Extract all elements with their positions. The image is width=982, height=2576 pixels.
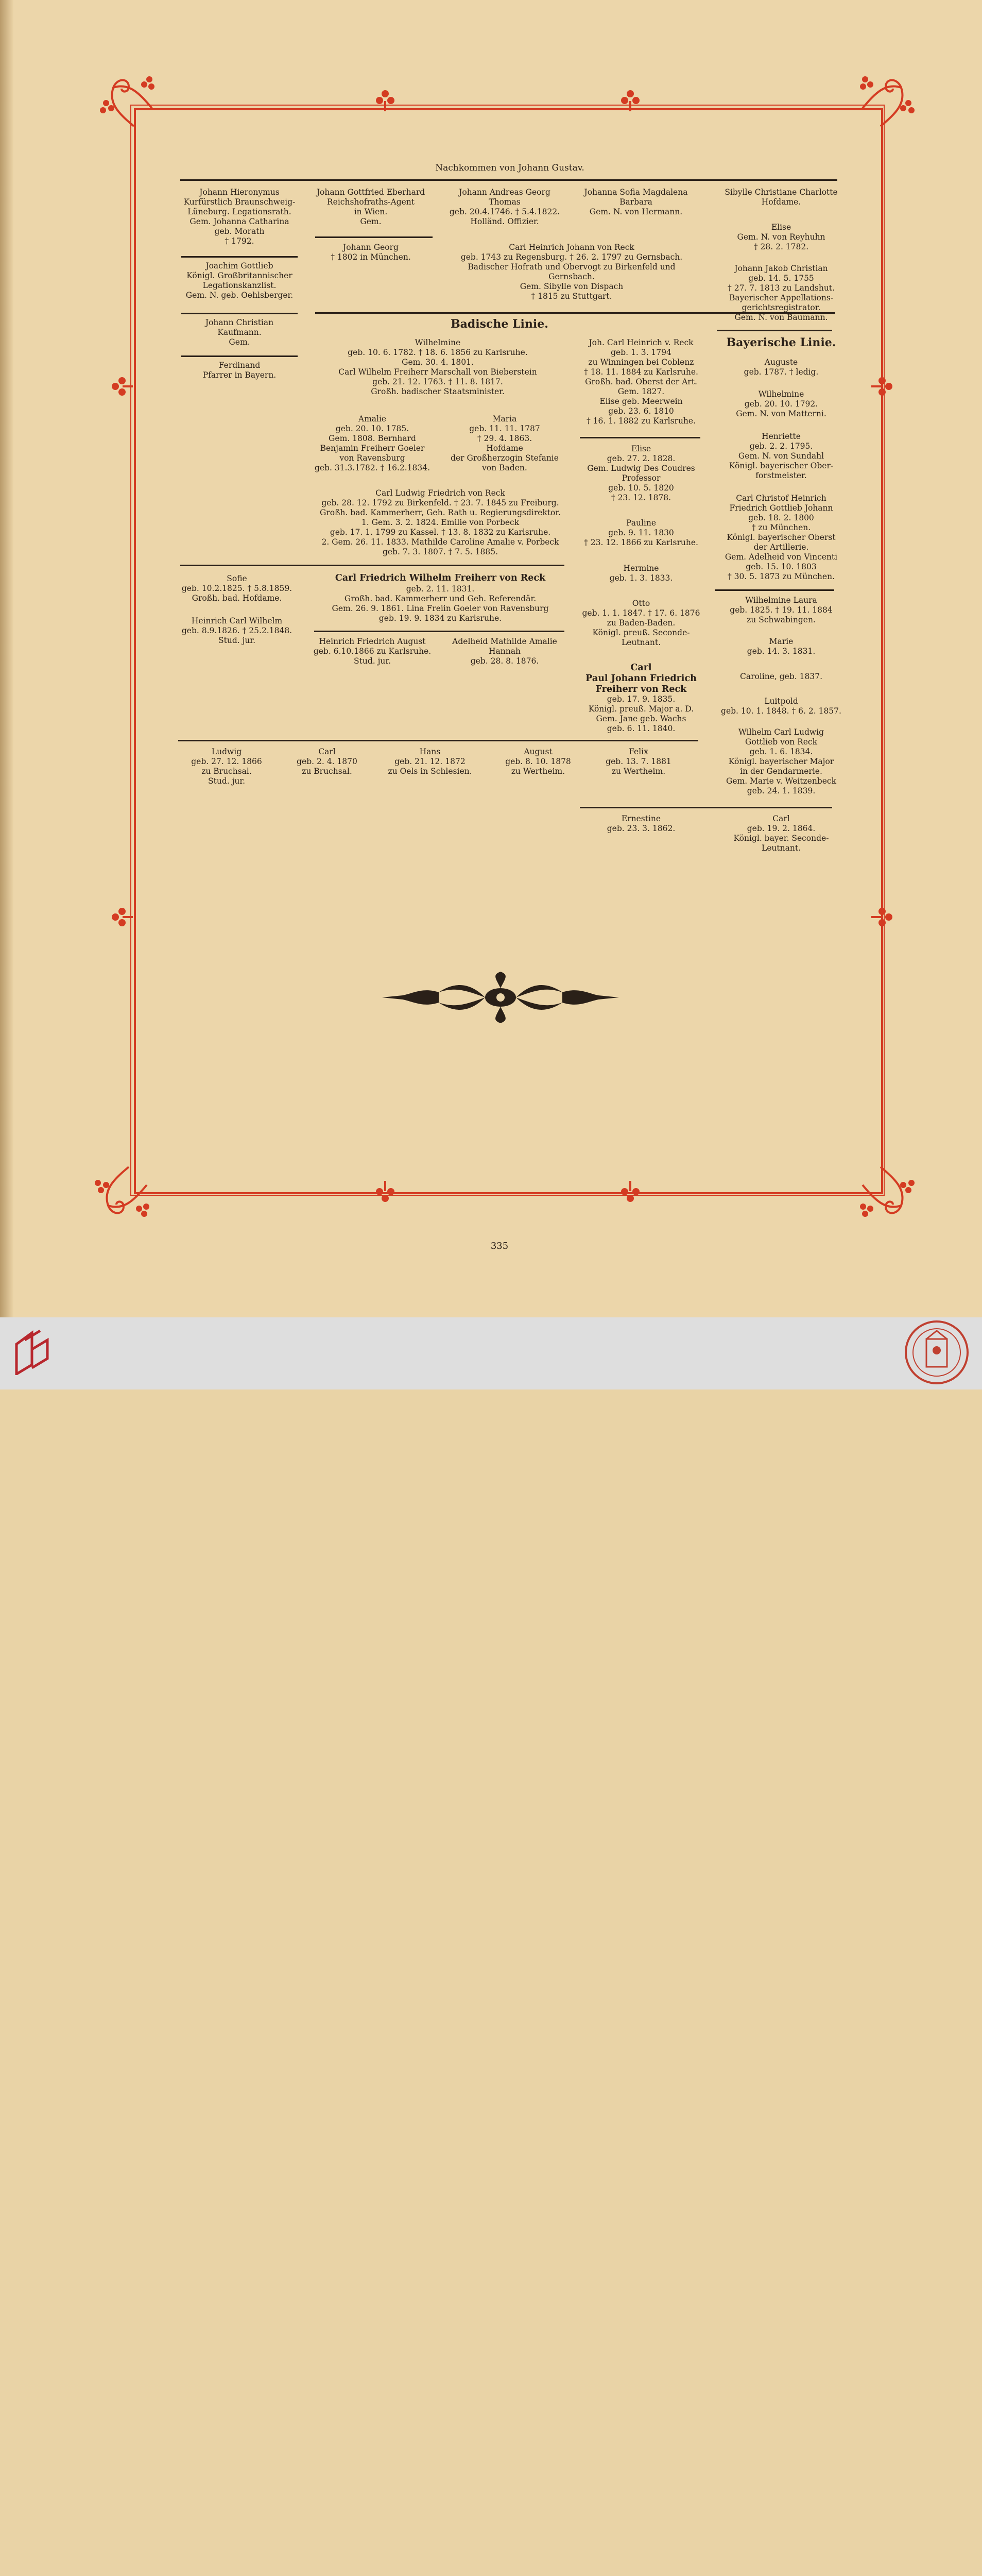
entry-wilhelm-carl-ludwig: Wilhelm Carl Ludwig Gottlieb von Reck geb. 1. 6. 1834. Königl. bayerischer Major in der Gendarmerie. Gem. Marie v. Weitzenbeck geb. 24. 1. 1839. [726,727,836,795]
entry-sofie: Sofie geb. 10.2.1825. † 5.8.1859. Großh. bad. Hofdame. [181,574,292,603]
entry-paul: geb. 17. 9. 1835. Königl. preuß. Major a. D. Gem. Jane geb. Wachs geb. 6. 11. 1840. [588,694,694,733]
badische-linie-title: Badische Linie. [451,317,548,331]
footer-bar [0,1317,982,1389]
corner-ornament-bottom-right [855,1164,917,1221]
corner-ornament-bottom-left [93,1164,154,1221]
rule [181,256,298,258]
entry-carl-friedrich-wilhelm: geb. 2. 11. 1831. Großh. bad. Kammerherr und Geh. Referendär. Gem. 26. 9. 1861. Lina Freiin Goeler von Ravensburg geb. 19. 9. 1834 zu Karlsruhe. [332,584,549,623]
entry-elise-reyhuhn: Elise Gem. N. von Reyhuhn † 28. 2. 1782. [737,223,825,251]
bayerische-linie-title: Bayerische Linie. [726,336,836,349]
entry-carl-ludwig: Carl Ludwig Friedrich von Reck geb. 28. 12. 1792 zu Birkenfeld. † 23. 7. 1845 zu Freiburg. Großh. bad. Kammerherr, Geh. Rath u. Regierungsdirektor. 1. Gem. 3. 2. 1824. Emilie von Porbeck geb. 17. 1. 1799 zu Kassel. † 13. 8. 1832 zu Karlsruhe. 2. Gem. 26. 11. 1833. Mathilde Caroline Amalie v. Porbeck geb. 7. 3. 1807. † 7. 5. 1885. [319,488,561,556]
entry-wilhelmine-marschall: Wilhelmine geb. 10. 6. 1782. † 18. 6. 1856 zu Karlsruhe. Gem. 30. 4. 1801. Carl Wilhelm Freiherr Marschall von Bieberstein geb. 21. 12. 1763. † 11. 8. 1817. Großh. badischer Staatsminister. [338,338,537,396]
rule [580,437,700,438]
entry-carl-seconde: Carl geb. 19. 2. 1864. Königl. bayer. Seconde- Leutnant. [733,814,829,853]
entry-marie: Marie geb. 14. 3. 1831. [747,637,816,656]
entry-johann-georg: Johann Georg † 1802 in München. [331,243,411,262]
entry-amalie: Amalie geb. 20. 10. 1785. Gem. 1808. Bernhard Benjamin Freiherr Goeler von Ravensburg geb. 31.3.1782. † 16.2.1834. [314,414,430,472]
entry-heinrich-carl-wilhelm: Heinrich Carl Wilhelm geb. 8.9.1826. † 25.2.1848. Stud. jur. [181,616,292,645]
entry-felix: Felix geb. 13. 7. 1881 zu Wertheim. [606,747,671,776]
entry-wilhelmine-matterni: Wilhelmine geb. 20. 10. 1792. Gem. N. von Matterni. [736,389,826,418]
entry-otto: Otto geb. 1. 1. 1847. † 17. 6. 1876 zu Baden-Baden. Königl. preuß. Seconde- Leutnant. [582,599,700,647]
entry-wilhelmine-laura: Wilhelmine Laura geb. 1825. † 19. 11. 1884 zu Schwabingen. [730,596,833,624]
trefoil-ornament [870,374,895,399]
rule [580,807,832,808]
trefoil-ornament [870,905,895,929]
vignette-ornament [382,972,619,1023]
entry-ferdinand: Ferdinand Pfarrer in Bayern. [202,361,277,380]
rule [181,313,298,314]
entry-carl-heinrich-johann: Carl Heinrich Johann von Reck geb. 1743 zu Regensburg. † 26. 2. 1797 zu Gernsbach. Badischer Hofrath und Obervogt zu Birkenfeld und Gernsbach. Gem. Sibylle von Dispach † 1815 zu Stuttgart. [460,243,683,301]
rule [314,631,564,632]
rule [178,740,698,741]
entry-heinrich-friedrich-august: Heinrich Friedrich August geb. 6.10.1866 zu Karlsruhe. Stud. jur. [313,637,432,666]
entry-maria: Maria geb. 11. 11. 1787 † 29. 4. 1863. Hofdame der Großherzogin Stefanie von Baden. [451,414,559,472]
entry-ernestine: Ernestine geb. 23. 3. 1862. [607,814,676,833]
entry-johann-andreas: Johann Andreas Georg Thomas geb. 20.4.1746. † 5.4.1822. Holländ. Offizier. [449,188,560,226]
heading-rule [180,179,837,181]
rule [315,236,433,238]
entry-ludwig: Ludwig geb. 27. 12. 1866 zu Bruchsal. Stud. jur. [191,747,262,786]
rule [181,355,298,357]
rule [180,565,564,566]
trefoil-ornament [618,1180,643,1205]
entry-carl-bruchsal: Carl geb. 2. 4. 1870 zu Bruchsal. [297,747,357,776]
entry-elise-des-coudres: Elise geb. 27. 2. 1828. Gem. Ludwig Des Coudres Professor geb. 10. 5. 1820 † 23. 12. 1878. [587,444,695,502]
entry-pauline: Pauline geb. 9. 11. 1830 † 23. 12. 1866 zu Karlsruhe. [584,518,698,547]
page-heading: Nachkommen von Johann Gustav. [435,163,584,173]
trefoil-ornament [618,88,643,112]
rule [715,589,834,591]
corner-ornament-top-left [98,72,160,129]
entry-johann-hieronymus: Johann Hieronymus Kurfürstlich Braunschweig- Lüneburg. Legationsrath. Gem. Johanna Catharina geb. Morath † 1792. [183,188,296,246]
trefoil-ornament [373,1180,398,1205]
entry-joh-carl-heinrich: Joh. Carl Heinrich v. Reck geb. 1. 3. 1794 zu Winningen bei Coblenz † 18. 11. 1884 zu Karlsruhe. Großh. bad. Oberst der Art. Gem. 1827. Elise geb. Meerwein geb. 23. 6. 1810 † 16. 1. 1882 zu Karlsruhe. [584,338,698,426]
entry-caroline: Caroline, geb. 1837. [739,672,822,681]
entry-johanna-sofia: Johanna Sofia Magdalena Barbara Gem. N. von Hermann. [584,188,688,216]
entry-henriette: Henriette geb. 2. 2. 1795. Gem. N. von Sundahl Königl. bayerischer Ober- forstmeister. [729,432,834,480]
entry-johann-jakob: Johann Jakob Christian geb. 14. 5. 1755 † 27. 7. 1813 zu Landshut. Bayerischer Appellations- gerichtsregistrator. Gem. N. von Baumann. [728,264,835,322]
entry-auguste: Auguste geb. 1787. † ledig. [744,358,819,377]
library-logo-icon [11,1329,49,1375]
corner-ornament-top-right [855,72,917,129]
page-number: 335 [490,1241,509,1251]
entry-luitpold: Luitpold geb. 10. 1. 1848. † 6. 2. 1857. [721,697,841,716]
entry-johann-christian: Johann Christian Kaufmann. Gem. [205,318,274,347]
entry-carl-christof: Carl Christof Heinrich Friedrich Gottlieb Johann geb. 18. 2. 1800 † zu München. Königl. bayerischer Oberst der Artillerie. Gem. Adelheid von Vincenti geb. 15. 10. 1803 † 30. 5. 1873 zu München. [725,494,838,581]
entry-joachim-gottlieb: Joachim Gottlieb Königl. Großbritannischer Legationskanzlist. Gem. N. geb. Oehlsberger. [185,261,294,300]
book-spine-shadow [0,0,13,1317]
trefoil-ornament [373,88,398,112]
rule [717,330,832,331]
entry-carl-friedrich-wilhelm-name: Carl Friedrich Wilhelm Freiherr von Reck [335,573,546,583]
entry-paul-name: Carl Paul Johann Friedrich Freiherr von Reck [585,663,697,694]
entry-sibylle: Sibylle Christiane Charlotte Hofdame. [725,188,838,207]
trefoil-ornament [109,374,134,399]
trefoil-ornament [109,905,134,929]
entry-johann-gottfried: Johann Gottfried Eberhard Reichshofraths-Agent in Wien. Gem. [316,188,425,226]
entry-hermine: Hermine geb. 1. 3. 1833. [609,564,673,583]
entry-august: August geb. 8. 10. 1878 zu Wertheim. [505,747,571,776]
university-seal-icon [903,1318,971,1386]
entry-adelheid: Adelheid Mathilde Amalie Hannah geb. 28. 8. 1876. [452,637,557,666]
entry-hans: Hans geb. 21. 12. 1872 zu Oels in Schlesien. [388,747,472,776]
